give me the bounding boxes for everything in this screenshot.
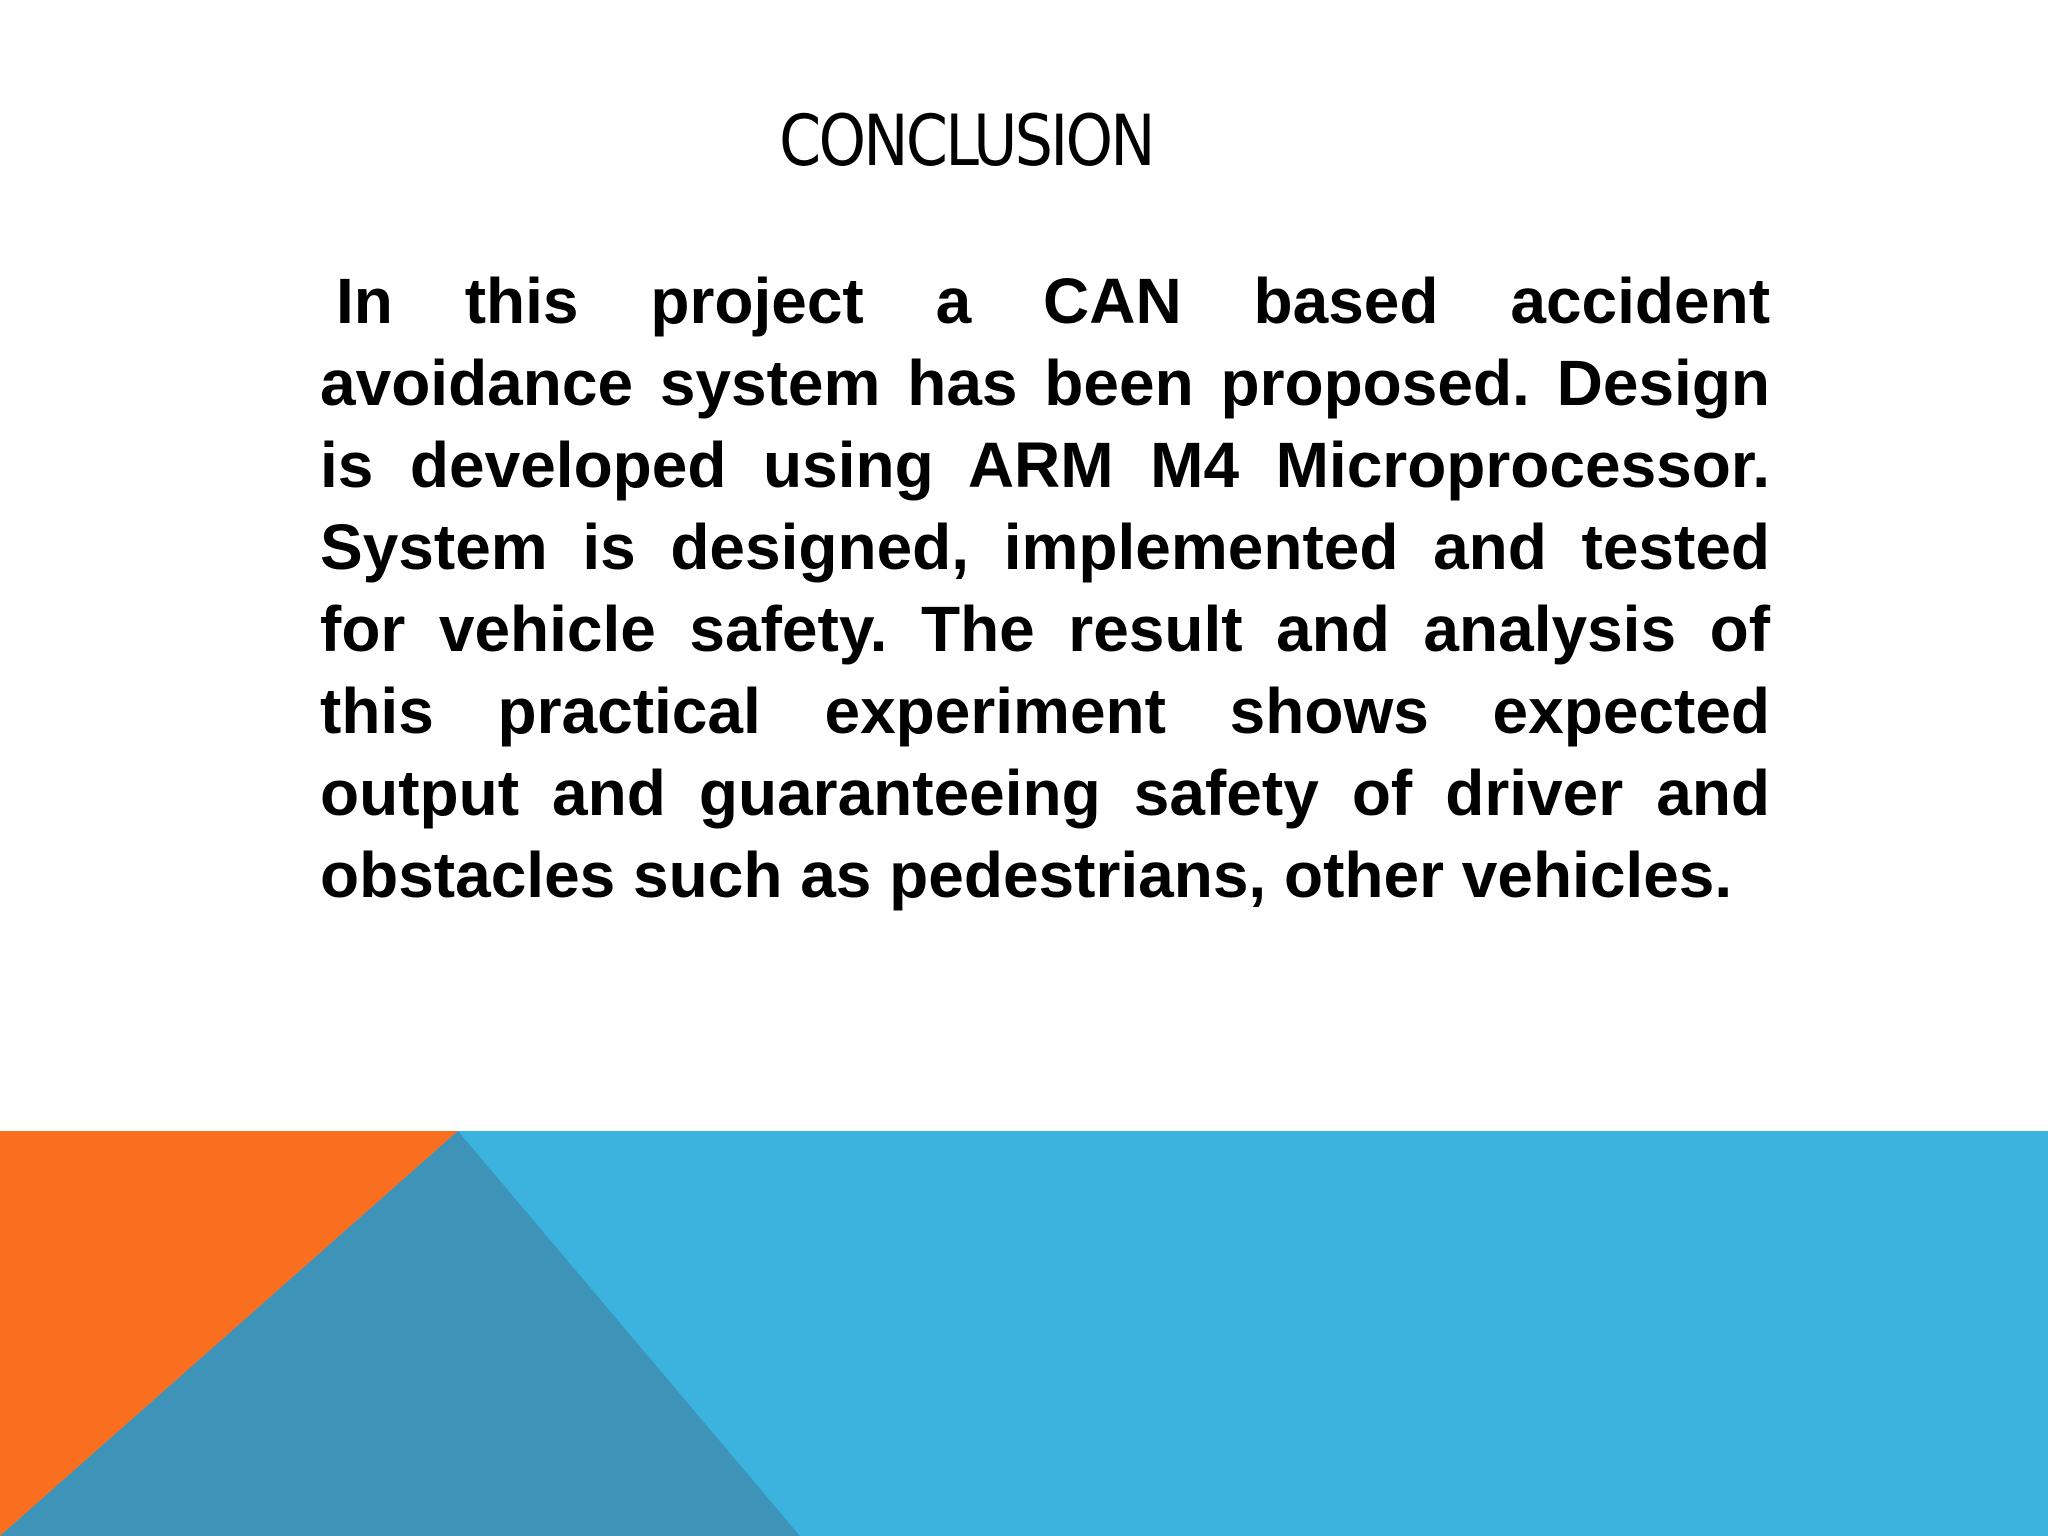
footer-decoration xyxy=(0,1131,2048,1536)
conclusion-paragraph xyxy=(320,260,1770,916)
conclusion-text: In this project a CAN based accident avoidance system has been proposed. Design is developed using ARM M4 Microprocessor. System is designed, implemented and tested for vehicle safety. The result and analysis of this practical experiment shows expected output and guaranteeing safety of driver and obstacles such as pedestrians, other vehicles. xyxy=(320,265,1770,911)
slide-title: CONCLUSION xyxy=(779,100,1153,182)
